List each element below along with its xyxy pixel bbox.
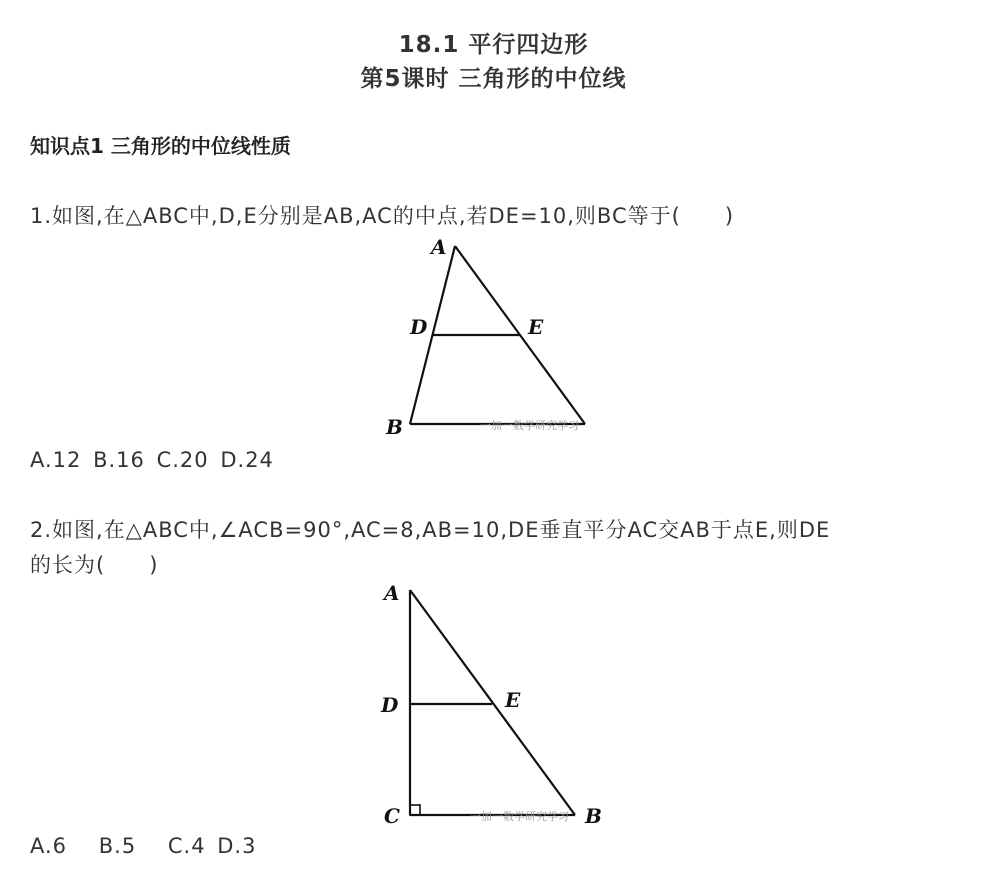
- watermark-2: 一加一数学研究学习: [470, 810, 569, 823]
- option-d[interactable]: D.3: [217, 834, 257, 858]
- page-subtitle: 第5课时 三角形的中位线: [360, 66, 627, 92]
- segment-ab: [410, 590, 575, 815]
- label-c: C: [384, 804, 400, 828]
- label-b: B: [386, 415, 403, 439]
- label-a: A: [431, 235, 447, 259]
- option-b[interactable]: B.5: [98, 834, 137, 858]
- question-2-options: [30, 834, 260, 858]
- option-d[interactable]: D.24: [220, 448, 274, 472]
- right-angle-mark: [410, 805, 420, 815]
- option-b[interactable]: B.16: [93, 448, 145, 472]
- question-1-figure: [380, 232, 640, 442]
- label-d: D: [381, 693, 399, 717]
- watermark-1: 一加一数学研究学习: [480, 419, 579, 432]
- label-e: E: [505, 688, 521, 712]
- label-e: E: [528, 315, 544, 339]
- label-a: A: [384, 581, 400, 605]
- page-title: 18.1 平行四边形: [398, 32, 589, 58]
- option-a[interactable]: A.6: [30, 834, 68, 858]
- question-1-stem: 1.如图,在△ABC中,D,E分别是AB,AC的中点,若DE=10,则BC等于( ): [30, 204, 735, 228]
- option-a[interactable]: A.12: [30, 448, 82, 472]
- label-b: B: [585, 804, 602, 828]
- question-1-options: [30, 448, 278, 472]
- option-c[interactable]: C.20: [156, 448, 209, 472]
- label-d: D: [410, 315, 428, 339]
- question-2-stem-line2: 的长为( ): [30, 553, 159, 577]
- question-2-stem-line1: 2.如图,在△ABC中,∠ACB=90°,AC=8,AB=10,DE垂直平分AC交AB于点E,则DE: [30, 518, 831, 542]
- question-2-figure: [375, 580, 635, 830]
- section-heading: 知识点1 三角形的中位线性质: [30, 134, 291, 158]
- option-c[interactable]: C.4: [167, 834, 206, 858]
